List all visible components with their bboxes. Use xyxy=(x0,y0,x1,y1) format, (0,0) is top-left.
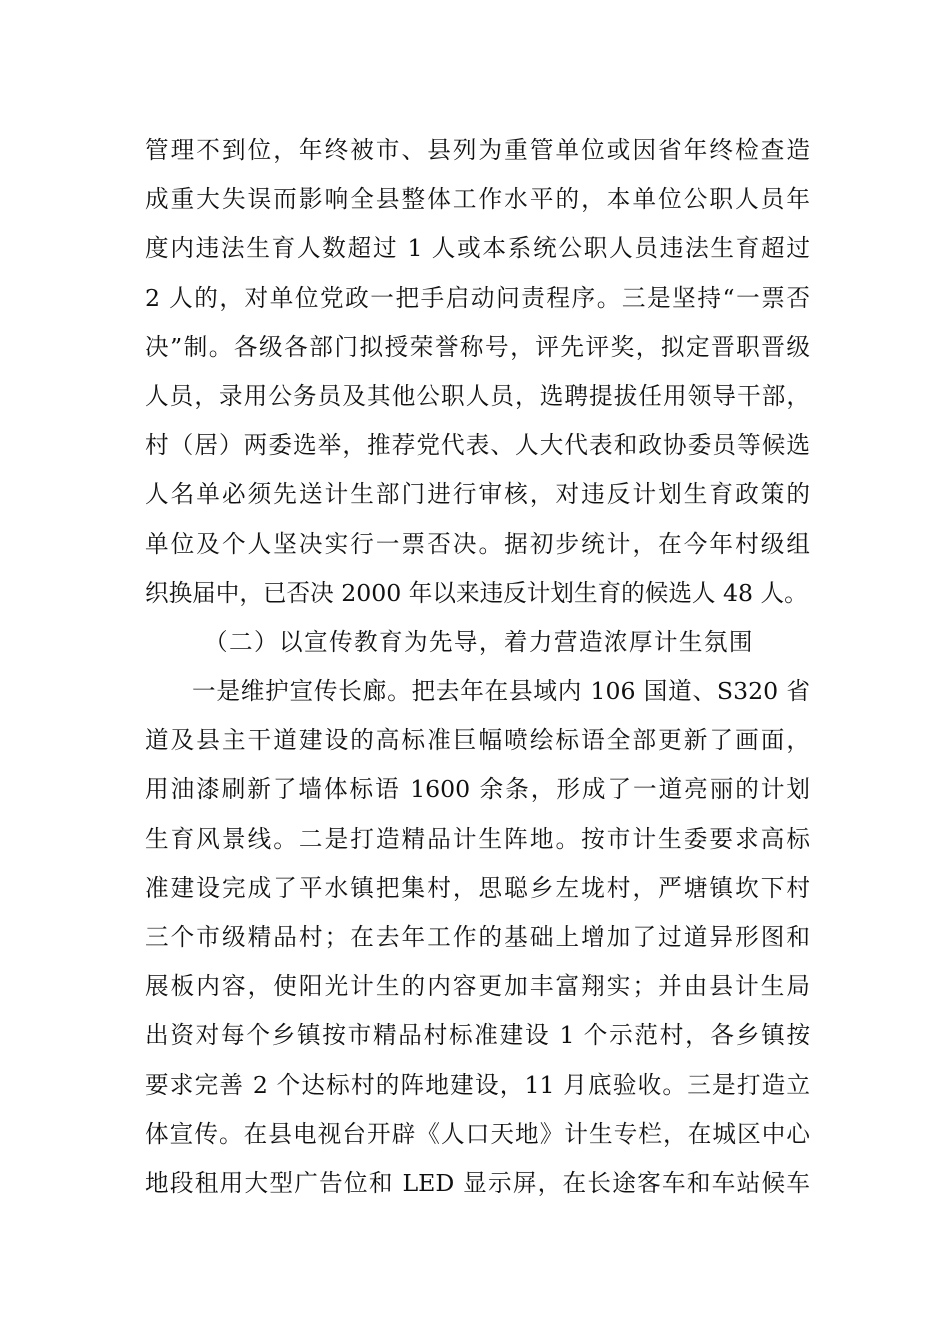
text-line: 2 人的，对单位党政一把手启动问责程序。三是坚持“一票否 xyxy=(145,283,810,312)
text-line: 出资对每个乡镇按市精品村标准建设 1 个示范村，各乡镇按 xyxy=(145,1021,810,1050)
text-line: 人员，录用公务员及其他公职人员，选聘提拔任用领导干部， xyxy=(145,381,810,410)
text-line: 单位及个人坚决实行一票否决。据初步统计，在今年村级组 xyxy=(145,529,810,558)
paragraph-first-line: 一是维护宣传长廊。把去年在县域内 106 国道、S320 省 xyxy=(192,677,810,706)
section-heading: （二）以宣传教育为先导，着力营造浓厚计生氛围 xyxy=(204,627,754,656)
text-line: 决”制。各级各部门拟授荣誉称号，评先评奖，拟定晋职晋级 xyxy=(145,332,810,361)
text-line: 展板内容，使阳光计生的内容更加丰富翔实；并由县计生局 xyxy=(145,972,810,1001)
text-line: 要求完善 2 个达标村的阵地建设，11 月底验收。三是打造立 xyxy=(145,1070,810,1099)
text-line: 体宣传。在县电视台开辟《人口天地》计生专栏，在城区中心 xyxy=(145,1119,810,1148)
text-line: 村（居）两委选举，推荐党代表、人大代表和政协委员等候选 xyxy=(145,431,810,460)
text-line: 度内违法生育人数超过 1 人或本系统公职人员违法生育超过 xyxy=(145,234,810,263)
text-line: 用油漆刷新了墙体标语 1600 余条，形成了一道亮丽的计划 xyxy=(145,775,810,804)
body-text xyxy=(145,126,810,1208)
text-line: 准建设完成了平水镇把集村，思聪乡左垅村，严塘镇坎下村 xyxy=(145,873,810,902)
text-line: 管理不到位，年终被市、县列为重管单位或因省年终检查造 xyxy=(145,136,810,164)
text-line: 人名单必须先送计生部门进行审核，对违反计划生育政策的 xyxy=(145,480,810,509)
text-line: 生育风景线。二是打造精品计生阵地。按市计生委要求高标 xyxy=(145,824,810,853)
text-line: 地段租用大型广告位和 LED 显示屏，在长途客车和车站候车 xyxy=(145,1168,810,1197)
text-line: 成重大失误而影响全县整体工作水平的，本单位公职人员年 xyxy=(145,185,810,214)
text-line: 道及县主干道建设的高标准巨幅喷绘标语全部更新了画面， xyxy=(145,726,810,755)
text-line: 三个市级精品村；在去年工作的基础上增加了过道异形图和 xyxy=(145,923,810,951)
text-line: 织换届中，已否决 2000 年以来违反计划生育的候选人 48 人。 xyxy=(145,578,808,607)
